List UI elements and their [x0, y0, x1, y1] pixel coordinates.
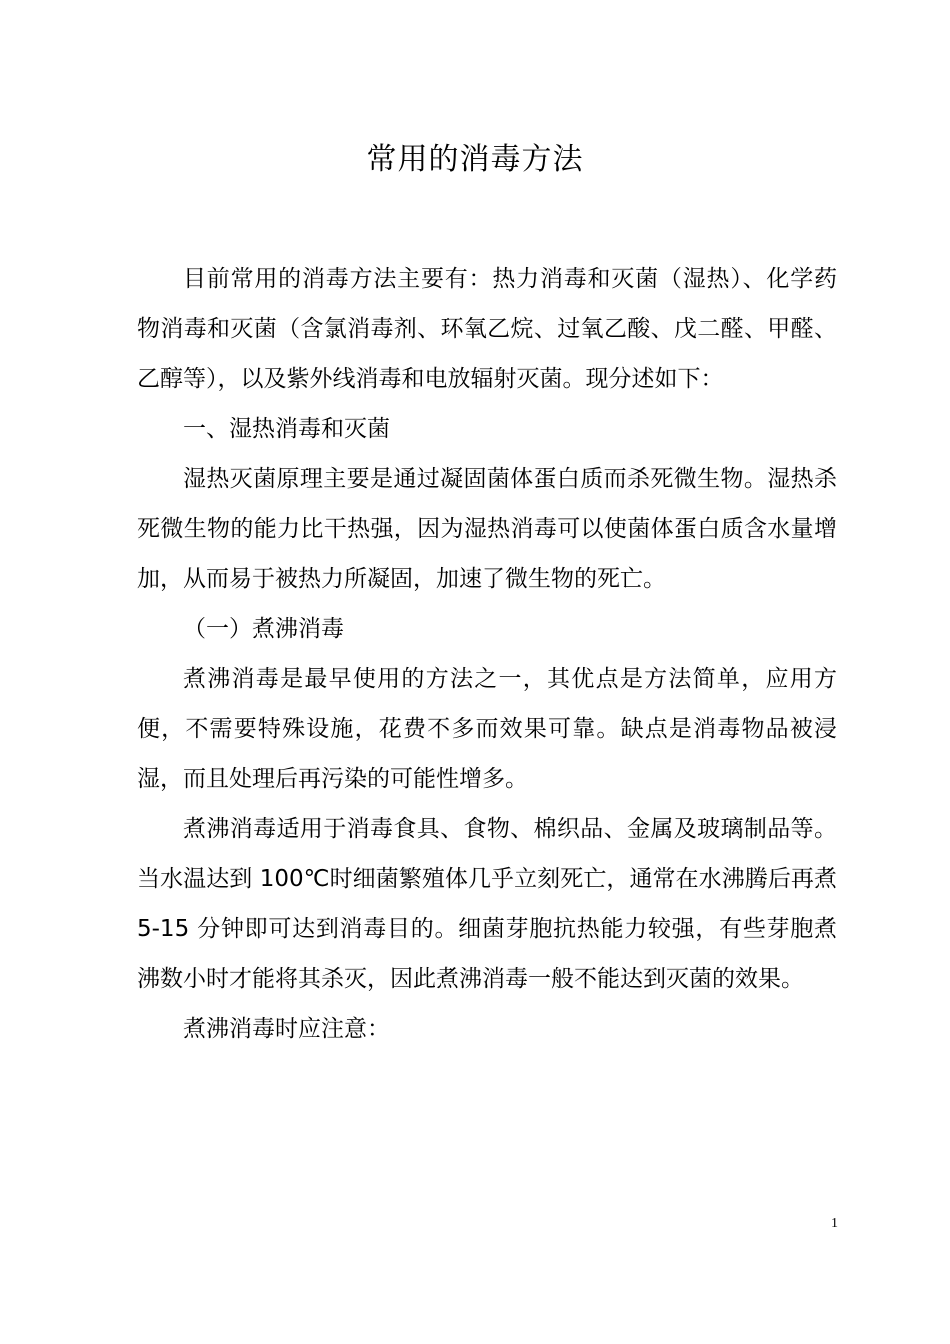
boiling-notes-heading: 煮沸消毒时应注意： [183, 1016, 390, 1042]
section-heading-moist-heat: 一、湿热消毒和灭菌 [183, 416, 390, 442]
document-title: 常用的消毒方法 [366, 142, 584, 177]
boiling-paragraph-1: 煮沸消毒是最早使用的方法之一，其优点是方法简单，应用方便，不需要特殊设施，花费不多而效果可靠。缺点是消毒物品被浸湿，而且处理后再污染的可能性增多。 [137, 666, 837, 792]
boiling-paragraph-2: 煮沸消毒适用于消毒食具、食物、棉织品、金属及玻璃制品等。当水温达到 100℃时细菌繁殖体几乎立刻死亡，通常在水沸腾后再煮 5-15 分钟即可达到消毒目的。细菌芽胞抗热能力较强，有些芽胞煮沸数小时才能将其杀灭，因此煮沸消毒一般不能达到灭菌的效果。 [137, 816, 837, 992]
document-body [137, 254, 837, 1054]
page-number: 1 [831, 1216, 838, 1231]
intro-paragraph: 目前常用的消毒方法主要有：热力消毒和灭菌（湿热）、化学药物消毒和灭菌（含氯消毒剂、环氧乙烷、过氧乙酸、戊二醛、甲醛、乙醇等），以及紫外线消毒和电放辐射灭菌。现分述如下： [137, 266, 837, 392]
subsection-heading-boiling: （一）煮沸消毒 [183, 616, 344, 642]
moist-heat-paragraph: 湿热灭菌原理主要是通过凝固菌体蛋白质而杀死微生物。湿热杀死微生物的能力比干热强，因为湿热消毒可以使菌体蛋白质含水量增加，从而易于被热力所凝固，加速了微生物的死亡。 [137, 466, 837, 592]
